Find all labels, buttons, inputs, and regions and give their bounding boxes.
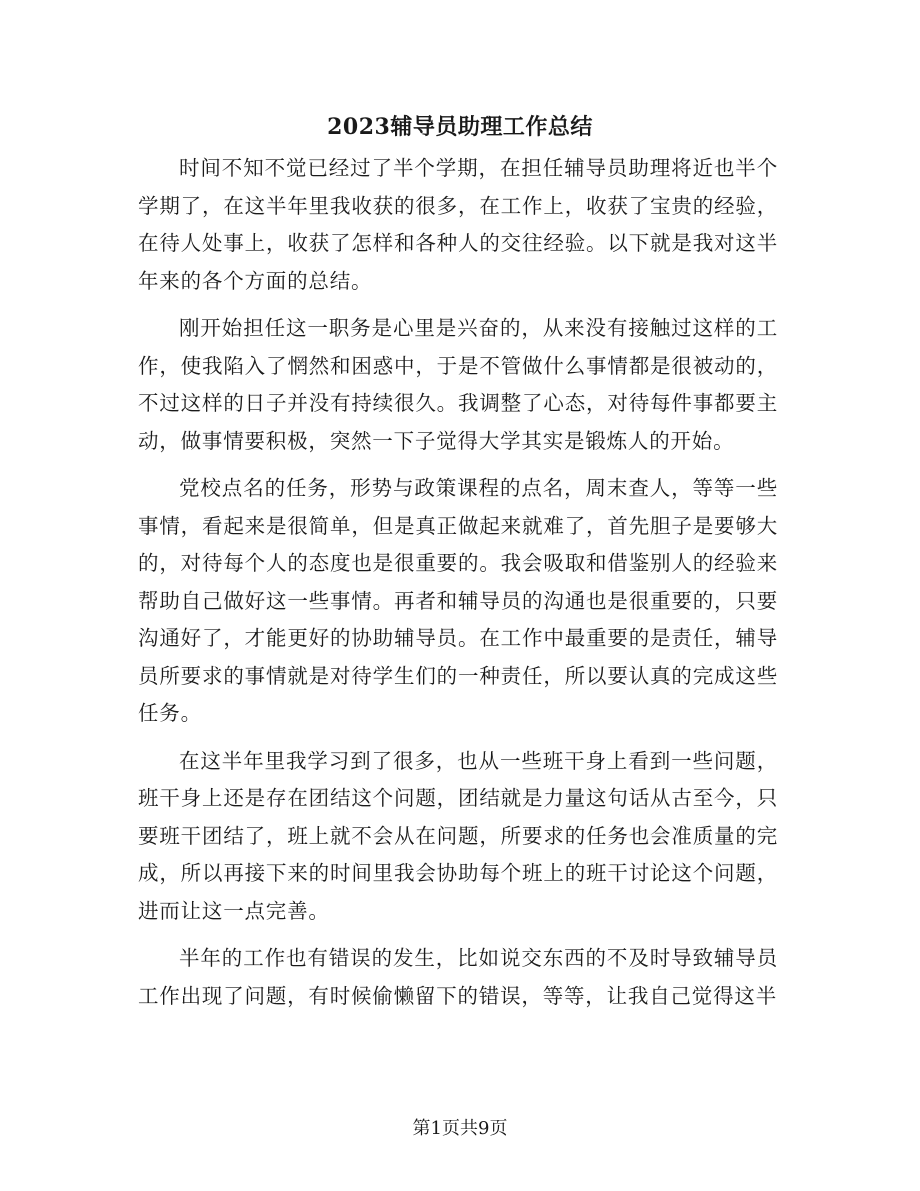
paragraph: 党校点名的任务，形势与政策课程的点名，周末查人，等等一些事情，看起来是很简单，但是真正做起来就难了，首先胆子是要够大的，对待每个人的态度也是很重要的。我会吸取和借鉴别人的经验来帮助自己做好这一些事情。再者和辅导员的沟通也是很重要的，只要沟通好了，才能更好的协助辅导员。在工作中最重要的是责任，辅导员所要求的事情就是对待学生们的一种责任，所以要认真的完成这些任务。	[138, 476, 778, 725]
paragraph: 时间不知不觉已经过了半个学期，在担任辅导员助理将近也半个学期了，在这半年里我收获的很多，在工作上，收获了宝贵的经验，在待人处事上，收获了怎样和各种人的交往经验。以下就是我对这半年来的各个方面的总结。	[138, 156, 778, 293]
document-body	[138, 150, 778, 1015]
paragraph: 半年的工作也有错误的发生，比如说交东西的不及时导致辅导员工作出现了问题，有时候偷懒留下的错误，等等，让我自己觉得这半	[138, 946, 778, 1008]
paragraph: 在这半年里我学习到了很多，也从一些班干身上看到一些问题，班干身上还是存在团结这个问题，团结就是力量这句话从古至今，只要班干团结了，班上就不会从在问题，所要求的任务也会准质量的完成，所以再接下来的时间里我会协助每个班上的班干讨论这个问题，进而让这一点完善。	[138, 748, 778, 923]
page-number: 第1页共9页	[412, 1118, 508, 1139]
paragraph: 刚开始担任这一职务是心里是兴奋的，从来没有接触过这样的工作，使我陷入了惘然和困惑中，于是不管做什么事情都是很被动的，不过这样的日子并没有持续很久。我调整了心态，对待每件事都要主动，做事情要积极，突然一下子觉得大学其实是锻炼人的开始。	[138, 316, 778, 453]
page-title: 2023辅导员助理工作总结	[327, 114, 593, 140]
